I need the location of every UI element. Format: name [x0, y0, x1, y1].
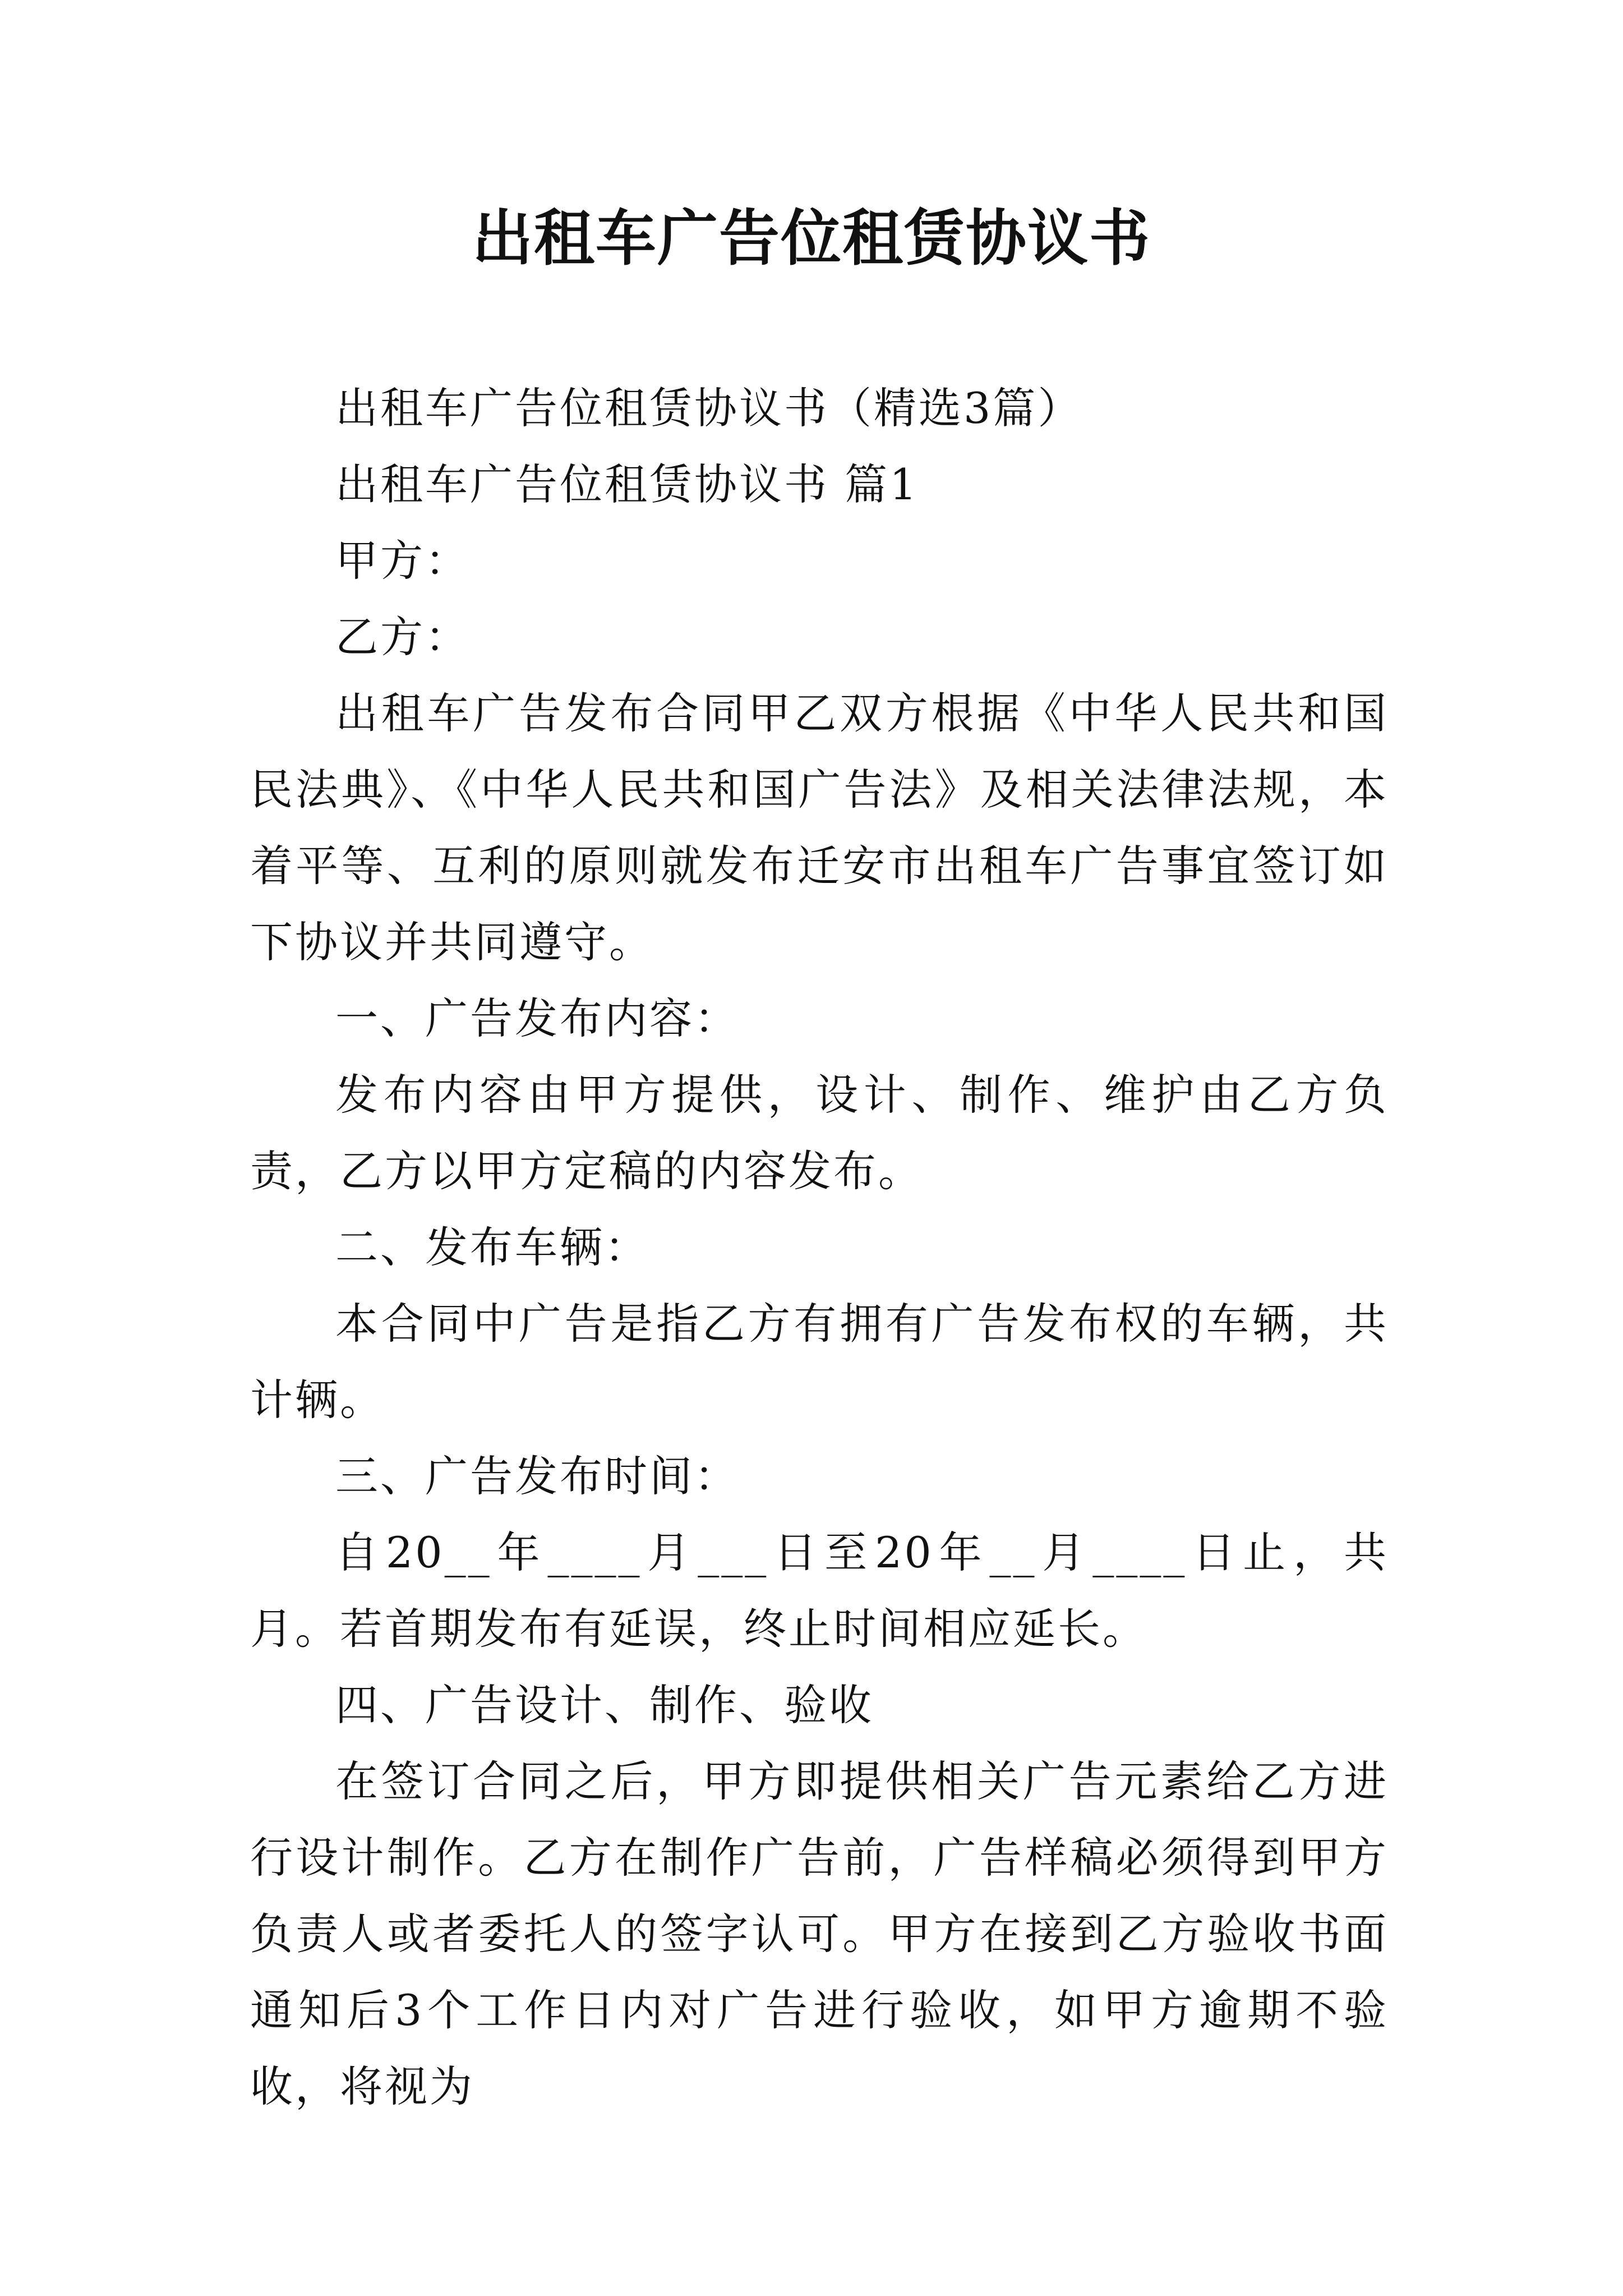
- paragraph-clause-1-body: 发布内容由甲方提供，设计、制作、维护由乙方负责，乙方以甲方定稿的内容发布。: [250, 1070, 1389, 1196]
- document-body: [250, 370, 1389, 2125]
- paragraph-clause-3-heading: 三、广告发布时间：: [335, 1451, 739, 1501]
- paragraph-preamble: 出租车广告发布合同甲乙双方根据《中华人民共和国民法典》、《中华人民共和国广告法》及相关法律法规，本着平等、互利的原则就发布迁安市出租车广告事宜签订如下协议并共同遵守。: [250, 688, 1389, 967]
- paragraph-subtitle: 出租车广告位租赁协议书（精选3篇）: [335, 383, 1083, 433]
- paragraph-party-a: 甲方：: [335, 536, 470, 586]
- paragraph-clause-3-body: 自20__年____月___日至20年__月____日止，共月。若首期发布有延误，终止时间相应延长。: [250, 1527, 1389, 1654]
- paragraph-clause-1-heading: 一、广告发布内容：: [335, 993, 739, 1043]
- paragraph-clause-2-heading: 二、发布车辆：: [335, 1222, 649, 1272]
- document-title: 出租车广告位租赁协议书: [472, 203, 1151, 274]
- paragraph-clause-4-body: 在签订合同之后，甲方即提供相关广告元素给乙方进行设计制作。乙方在制作广告前，广告样稿必须得到甲方负责人或者委托人的签字认可。甲方在接到乙方验收书面通知后3个工作日内对广告进行验收，如甲方逾期不验收，将视为: [250, 1756, 1389, 2111]
- paragraph-clause-4-heading: 四、广告设计、制作、验收: [335, 1680, 874, 1730]
- paragraph-section-heading: 出租车广告位租赁协议书 篇1: [335, 459, 919, 509]
- paragraph-clause-2-body: 本合同中广告是指乙方有拥有广告发布权的车辆，共计辆。: [250, 1299, 1389, 1425]
- paragraph-party-b: 乙方：: [335, 612, 470, 662]
